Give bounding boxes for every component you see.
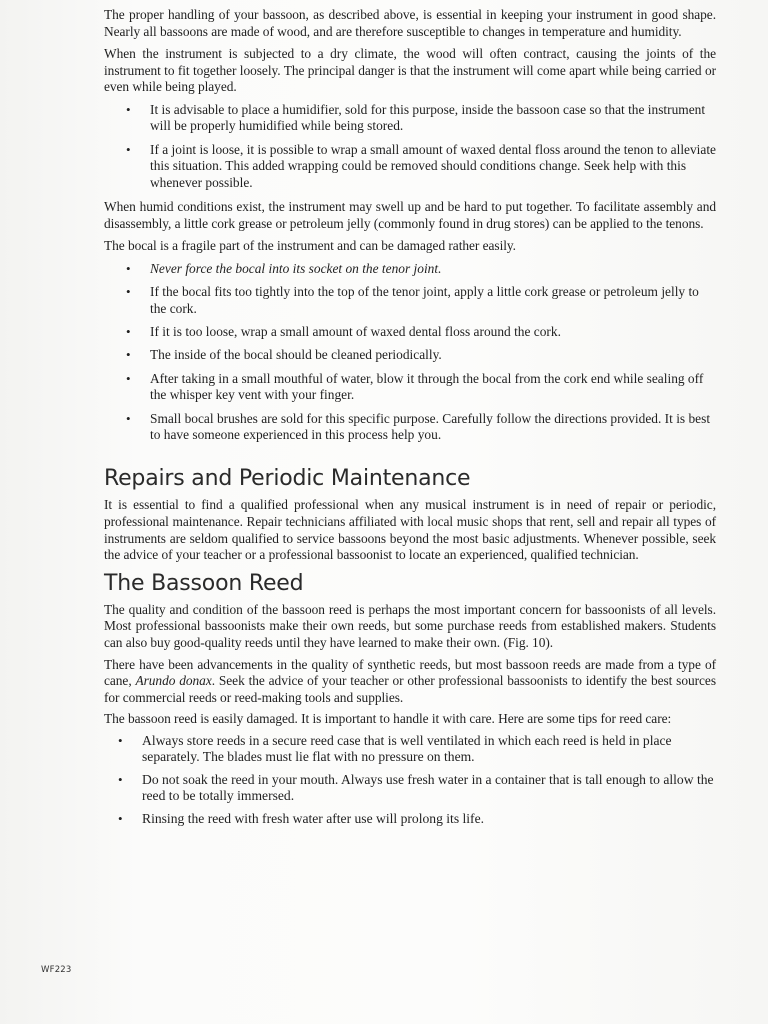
list-item: • If a joint is loose, it is possible to wrap a small amount of waxed dental floss around the tenon to alleviate this situation. This added wrapping could be removed should conditions change. Seek help with this whenever possible. [126,141,717,190]
bullet-icon: • [126,284,131,300]
page-content [104,7,716,835]
paragraph-repairs: It is essential to find a qualified professional when any musical instrument is in need of repair or periodic, professional maintenance. Repair technicians affiliated with local music shops that rent, sell and repair all types of instruments are seldom qualified to service bassoons beyond the most basic adjustments. Whenever possible, seek the advice of your teacher or a professional bassoonist to locate an experienced, qualified technician. [104,497,716,563]
paragraph-humid: When humid conditions exist, the instrument may swell up and be hard to put together. To facilitate assembly and disassembly, a little cork grease or petroleum jelly (commonly found in drug stores) can be applied to the tenons. [104,199,716,231]
list-item: • It is advisable to place a humidifier, sold for this purpose, inside the bassoon case so that the instrument will be properly humidified while being stored. [126,101,706,134]
dry-climate-tips-list [126,102,716,191]
bullet-icon: • [126,101,131,117]
list-item: • Always store reeds in a secure reed case that is well ventilated in which each reed is held in place separately. The blades must lie flat with no pressure on them. [118,732,672,765]
list-item: • After taking in a small mouthful of water, blow it through the bocal from the cork end while sealing off the whisper key vent with your finger. [126,370,704,403]
list-item: • Rinsing the reed with fresh water after use will prolong its life. [118,810,485,826]
bullet-icon: • [126,370,131,386]
list-item: • Never force the bocal into its socket on the tenor joint. [126,260,442,276]
list-item: • Do not soak the reed in your mouth. Always use fresh water in a container that is tall enough to allow the reed to be totally immersed. [118,771,714,804]
paragraph-reed-care: The bassoon reed is easily damaged. It is important to handle it with care. Here are some tips for reed care: [104,711,672,727]
paragraph-handling: The proper handling of your bassoon, as described above, is essential in keeping your instrument in good shape. Nearly all bassoons are made of wood, and are therefore susceptible to changes in temperature and humidity. [104,7,716,39]
paragraph-reed-quality: The quality and condition of the bassoon reed is perhaps the most important concern for bassoonists of all levels. Most professional bassoonists make their own reeds, but some purchase reeds from established makers. Students can also buy good-quality reeds until they have learned to make their own. (Fig. 10). [104,601,716,650]
section-heading-repairs: Repairs and Periodic Maintenance [104,466,471,492]
paragraph-reed-materials: There have been advancements in the quality of synthetic reeds, but most bassoon reeds are made from a type of cane, Arundo donax. Seek the advice of your teacher or other professional bassoonists to identify the best sources for commercial reeds or reed-making tools and supplies. [104,656,716,705]
bullet-icon: • [118,732,123,748]
paragraph-bocal: The bocal is a fragile part of the instrument and can be damaged rather easily. [104,238,516,254]
reed-care-tips-list [118,733,716,827]
list-item: • The inside of the bocal should be cleaned periodically. [126,347,442,363]
list-item: • Small bocal brushes are sold for this specific purpose. Carefully follow the directions provided. It is best to have someone experienced in this process help you. [126,410,711,443]
paragraph-dry-climate: When the instrument is subjected to a dry climate, the wood will often contract, causing the joints of the instrument to fit together loosely. The principal danger is that the instrument will come apart while being carried or even while being played. [104,46,716,95]
bullet-icon: • [118,771,123,787]
bullet-icon: • [118,810,123,826]
section-heading-reed: The Bassoon Reed [104,570,304,596]
bullet-icon: • [126,347,131,363]
bocal-tips-list [126,261,716,444]
bullet-icon: • [126,260,131,276]
repairs-section [104,465,716,563]
reed-section [104,570,716,827]
bullet-icon: • [126,324,131,339]
list-item: • If the bocal fits too tightly into the top of the tenor joint, apply a little cork grease or petroleum jelly to the cork. [126,284,699,316]
list-item: • If it is too loose, wrap a small amount of waxed dental floss around the cork. [126,324,561,339]
bullet-icon: • [126,141,131,157]
page-code: WF223 [41,965,72,975]
bullet-icon: • [126,410,131,426]
